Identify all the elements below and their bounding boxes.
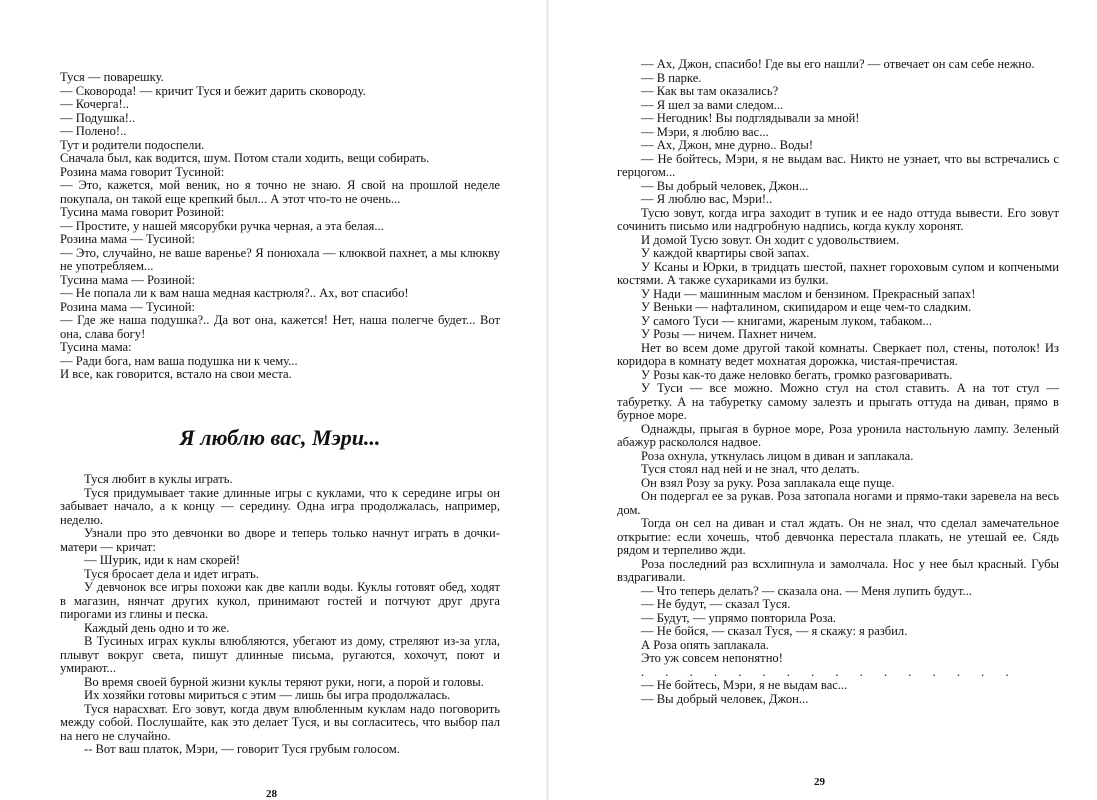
paragraph: Туся нарасхват. Его зовут, когда двум влюбленным куклам надо поговорить между собой. Послушайте, как это делает Туся, и вы согласитесь, что выбор пал на него не случайно. — [60, 701, 500, 743]
paragraph: Туся любит в куклы играть. — [84, 472, 233, 486]
paragraph: У Нади — машинным маслом и бензином. Прекрасный запах! — [641, 286, 976, 301]
paragraph: -- Вот ваш платок, Мэри, — говорит Туся грубым голосом. — [84, 742, 400, 756]
paragraph: Он взял Розу за руку. Роза заплакала еще пуще. — [641, 475, 895, 490]
paragraph: Розина мама говорит Тусиной: — [60, 164, 225, 179]
paragraph: Каждый день одно и то же. — [84, 620, 230, 635]
paragraph: — В парке. — [641, 70, 702, 85]
paragraph: Он подергал ее за рукав. Роза затопала ногами и прямо-таки заревела на весь дом. — [617, 489, 1059, 517]
paragraph: У Туси — все можно. Можно стул на стол ставить. А на тот стул — табуретку. А на табуретку самому залезть и прыгать оттуда на диван, прямо в бурное море. — [617, 381, 1059, 422]
paragraph: Тусина мама — Розиной: — [60, 272, 195, 287]
paragraph: — Это, случайно, не ваше варенье? Я понюхала — клюквой пахнет, а мы клюкву не употребляем... — [60, 245, 500, 273]
paragraph: — Не бойтесь, Мэри, я не выдам вас... — [641, 678, 848, 692]
paragraph: Тусина мама: — [60, 340, 132, 354]
paragraph: Туся стоял над ней и не знал, что делать. — [641, 462, 860, 476]
paragraph: Туся придумывает такие длинные игры с куклами, что к середине игры он забывает начало, а к концу — середину. Одна игра продолжалась, например, неделю. — [60, 485, 500, 527]
page-number: 29 — [814, 776, 825, 788]
left-page — [0, 0, 548, 800]
paragraph: — Ах, Джон, мне дурно.. Воды! — [641, 138, 814, 152]
paragraph: — Не попала ли к вам наша медная кастрюля?.. Ах, вот спасибо! — [60, 286, 409, 300]
paragraph: Тусина мама говорит Розиной: — [60, 205, 225, 219]
paragraph: — Не бойтесь, Мэри, я не выдам вас. Никто не узнает, что вы встречались с герцогом... — [617, 151, 1059, 179]
page-number: 28 — [266, 788, 277, 800]
paragraph: Розина мама — Тусиной: — [60, 299, 195, 314]
paragraph: — Я люблю вас, Мэри!.. — [641, 192, 773, 206]
paragraph: — Шурик, иди к нам скорей! — [84, 553, 241, 567]
paragraph: — Ради бога, нам ваша подушка ни к чему... — [60, 353, 298, 368]
paragraph: Роза последний раз всхлипнула и замолчала. Нос у нее был красный. Губы вздрагивали. — [617, 556, 1059, 584]
paragraph: — Сковорода! — кричит Туся и бежит дарить сковороду. — [60, 83, 366, 98]
paragraph: — Где же наша подушка?.. Да вот она, кажется! Нет, наша полегче будет... Вот она, слава богу! — [60, 313, 500, 341]
paragraph: — Кочерга!.. — [60, 97, 129, 111]
paragraph: — Это, кажется, мой веник, но я точно не знаю. Я свой на прошлой неделе покупала, он такой еще крепкий был... А этот что-то не очень... — [60, 178, 500, 206]
paragraph: Розина мама — Тусиной: — [60, 232, 195, 246]
paragraph: — Негодник! Вы подглядывали за мной! — [641, 111, 860, 125]
paragraph: — Не бойся, — сказал Туся, — я скажу: я разбил. — [641, 624, 908, 638]
paragraph: Сначала был, как водится, шум. Потом стали ходить, вещи собирать. — [60, 151, 430, 165]
paragraph: Однажды, прыгая в бурное море, Роза уронила настольную лампу. Зеленый абажур раскололся надвое. — [617, 421, 1059, 449]
paragraph: Туся — поварешку. — [60, 70, 164, 84]
paragraph: Туся бросает дела и идет играть. — [84, 566, 259, 581]
section-break-dots: . . . . . . . . . . . . . . . . — [641, 664, 1018, 679]
paragraph: — Ах, Джон, спасибо! Где вы его нашли? — отвечает он сам себе нежно. — [641, 57, 1035, 71]
paragraph: — Как вы там оказались? — [641, 84, 779, 98]
paragraph: В Тусиных играх куклы влюбляются, убегают из дому, стреляют из-за угла, плывут вокруг света, пишут длинные письма, ругаются, хохочут, поют и умирают... — [60, 634, 500, 675]
paragraph: У Веньки — нафталином, скипидаром и еще чем-то сладким. — [641, 300, 972, 314]
paragraph: А Роза опять заплакала. — [641, 637, 769, 652]
paragraph: У Ксаны и Юрки, в тридцать шестой, пахнет гороховым супом и копчеными костями. А также сухариками из булки. — [617, 259, 1059, 287]
paragraph: — Что теперь делать? — сказала она. — Меня лупить будут... — [641, 583, 972, 598]
paragraph: — Не будут, — сказал Туся. — [641, 597, 791, 611]
paragraph: Их хозяйки готовы мириться с этим — лишь бы игра продолжалась. — [84, 688, 451, 702]
paragraph: Тут и родители подоспели. — [60, 137, 205, 152]
paragraph: Тусю зовут, когда игра заходит в тупик и ее надо оттуда вывести. Его зовут сочинить письмо или надгробную надпись, когда куклу хоронят. — [617, 205, 1059, 233]
paragraph: — Я шел за вами следом... — [641, 97, 784, 112]
paragraph: — Подушка!.. — [60, 110, 136, 125]
right-text — [617, 58, 1059, 706]
paragraph: — Вы добрый человек, Джон... — [641, 178, 809, 193]
paragraph: И домой Тусю зовут. Он ходит с удовольствием. — [641, 232, 900, 247]
paragraph: У Розы как-то даже неловко бегать, громко разговаривать. — [641, 367, 953, 382]
paragraph: — Простите, у нашей мясорубки ручка черная, а эта белая... — [60, 218, 384, 233]
left-text-top — [60, 71, 500, 382]
paragraph: — Будут, — упрямо повторила Роза. — [641, 610, 837, 625]
right-page — [548, 0, 1097, 800]
paragraph: У самого Туси — книгами, жареным луком, табаком... — [641, 313, 932, 328]
paragraph: Нет во всем доме другой такой комнаты. Сверкает пол, стены, потолок! Из коридора в комнату ведет мохнатая дорожка, чистая-пречистая. — [617, 340, 1059, 368]
paragraph: — Вы добрый человек, Джон... — [641, 691, 809, 706]
paragraph: У каждой квартиры свой запах. — [641, 246, 810, 260]
paragraph: У девчонок все игры похожи как две капли воды. Куклы готовят обед, ходят в магазин, нянчат других кукол, принимают гостей и потчуют друг друга пирогами из глины и песка. — [60, 580, 500, 621]
paragraph: — Полено!.. — [60, 124, 127, 138]
paragraph: И все, как говорится, встало на свои места. — [60, 367, 292, 381]
left-text-bottom — [60, 473, 500, 757]
paragraph: — Мэри, я люблю вас... — [641, 124, 769, 139]
paragraph: Роза охнула, уткнулась лицом в диван и заплакала. — [641, 448, 914, 463]
paragraph: Во время своей бурной жизни куклы теряют руки, ноги, а порой и головы. — [84, 674, 484, 689]
paragraph: Тогда он сел на диван и стал ждать. Он не знал, что сделал замечательное открытие: если хочешь, чтоб девчонка перестала плакать, не утешай ее. Сядь рядом и терпеливо жди. — [617, 516, 1059, 557]
paragraph: Это уж совсем непонятно! — [641, 651, 783, 665]
chapter-title: Я люблю вас, Мэри... — [179, 425, 381, 450]
paragraph: У Розы — ничем. Пахнет ничем. — [641, 327, 817, 341]
paragraph: Узнали про это девчонки во дворе и теперь только начнут играть в дочки-матери — кричат: — [60, 526, 500, 554]
